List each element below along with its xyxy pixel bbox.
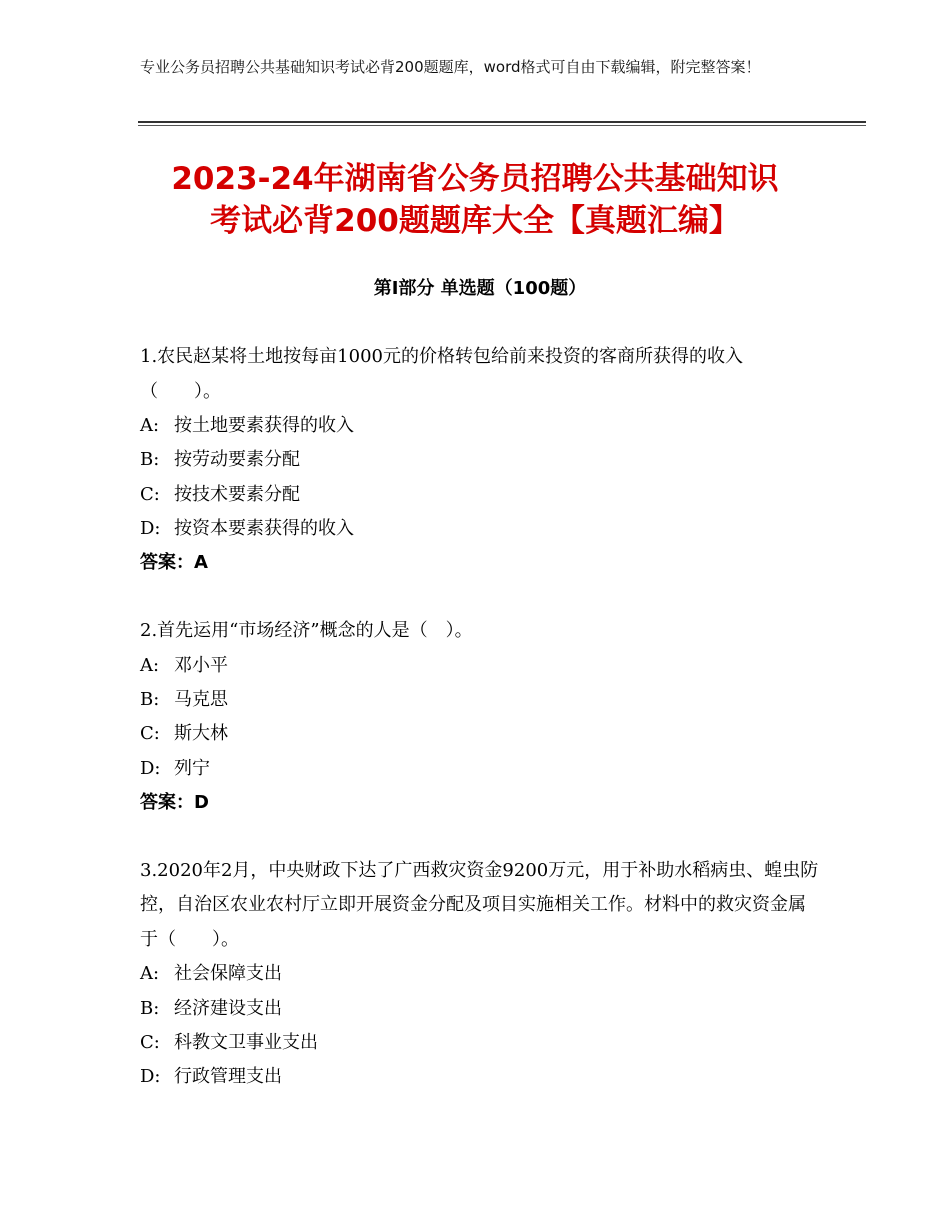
option-d	[140, 752, 820, 786]
option-text: 列宁	[174, 757, 210, 779]
option-text: 按资本要素获得的收入	[174, 517, 354, 539]
option-text: 经济建设支出	[174, 997, 282, 1019]
option-letter: C:	[140, 483, 160, 505]
option-letter: C:	[140, 1031, 160, 1053]
option-a	[140, 409, 820, 443]
option-c	[140, 1026, 820, 1060]
option-d	[140, 1060, 820, 1094]
option-letter: B:	[140, 997, 160, 1019]
option-letter: B:	[140, 688, 160, 710]
option-text: 社会保障支出	[174, 963, 282, 985]
option-letter: D:	[140, 1066, 161, 1088]
option-letter: A:	[140, 654, 160, 676]
document-header-note: 专业公务员招聘公共基础知识考试必背200题题库，word格式可自由下载编辑，附完整答案！	[140, 58, 761, 76]
option-a	[140, 649, 820, 683]
option-c	[140, 717, 820, 751]
option-b	[140, 992, 820, 1026]
option-letter: D:	[140, 517, 161, 539]
question-stem: 2.首先运用“市场经济”概念的人是（ ）。	[140, 620, 473, 642]
answer-label: 答案：D	[140, 791, 209, 813]
header-rule-thin	[138, 125, 866, 126]
option-a	[140, 957, 820, 991]
header-rule-thick	[138, 121, 866, 123]
question-stem: 3.2020年2月，中央财政下达了广西救灾资金9200万元，用于补助水稻病虫、蝗虫防控，自治区农业农村厅立即开展资金分配及项目实施相关工作。材料中的救灾资金属于（ ）。	[140, 859, 819, 950]
question-item	[140, 340, 820, 580]
option-text: 邓小平	[174, 654, 228, 676]
option-text: 按劳动要素分配	[174, 449, 300, 471]
section-title: 第Ⅰ部分 单选题（100题）	[373, 278, 587, 299]
option-text: 按技术要素分配	[174, 483, 300, 505]
question-stem: 1.农民赵某将土地按每亩1000元的价格转包给前来投资的客商所获得的收入（ ）。	[140, 346, 743, 402]
option-letter: A:	[140, 415, 160, 436]
option-letter: C:	[140, 723, 160, 745]
option-letter: D:	[140, 757, 161, 779]
question-item	[140, 614, 820, 820]
option-b	[140, 683, 820, 717]
option-text: 马克思	[174, 688, 228, 710]
title-line-1: 2023-24年湖南省公务员招聘公共基础知识	[171, 161, 779, 197]
option-letter: B:	[140, 449, 160, 471]
document-title	[100, 158, 850, 242]
option-text: 斯大林	[174, 723, 228, 745]
option-c	[140, 478, 820, 512]
option-text: 科教文卫事业支出	[174, 1031, 318, 1053]
question-list	[140, 340, 820, 1129]
question-item	[140, 854, 820, 1095]
answer-label: 答案：A	[140, 552, 208, 574]
option-letter: A:	[140, 963, 160, 985]
option-d	[140, 512, 820, 546]
option-text: 按土地要素获得的收入	[174, 415, 354, 436]
option-text: 行政管理支出	[174, 1066, 282, 1088]
title-line-2: 考试必背200题题库大全【真题汇编】	[210, 203, 740, 239]
option-b	[140, 443, 820, 477]
